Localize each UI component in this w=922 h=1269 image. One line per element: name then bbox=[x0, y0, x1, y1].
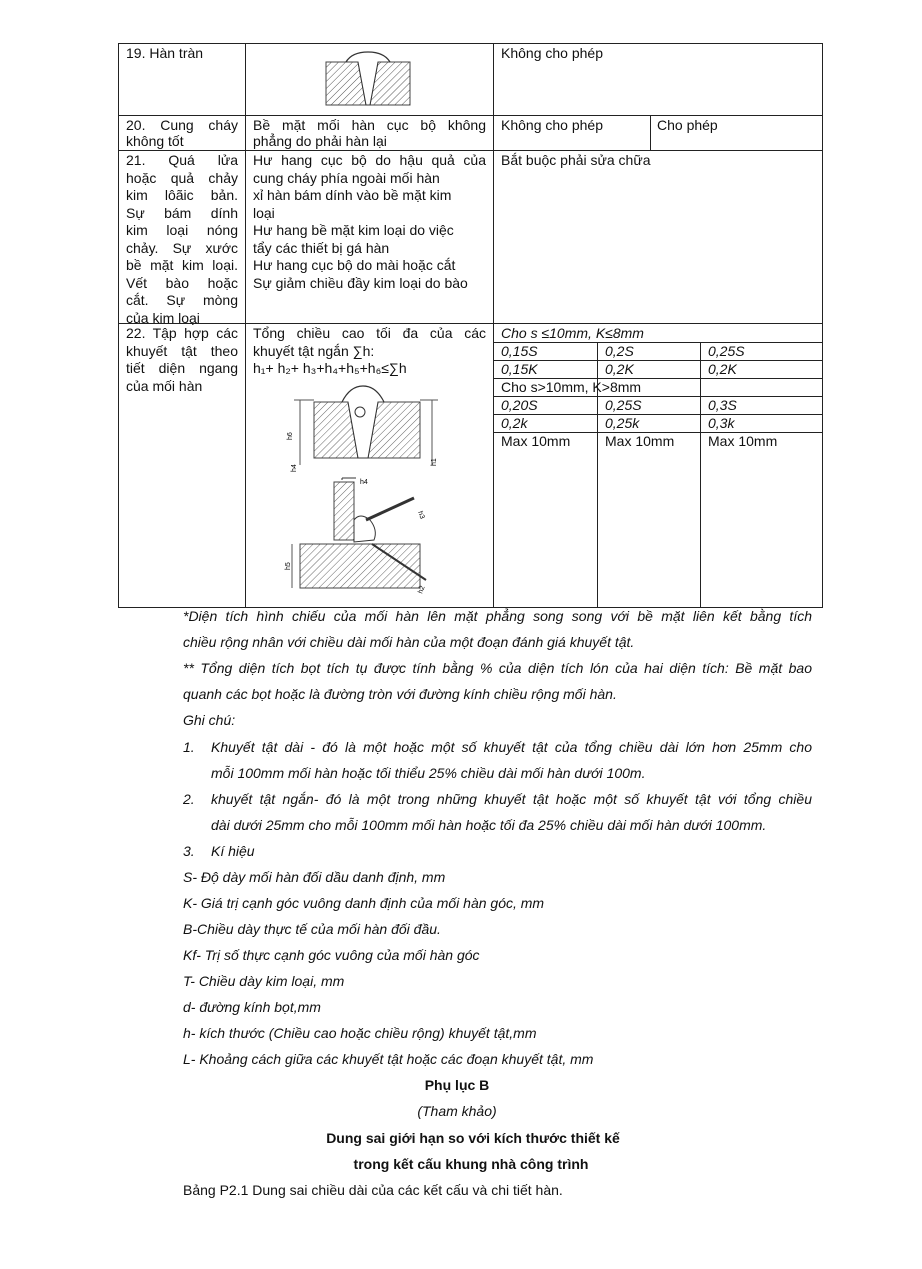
label-h1-top: h1 bbox=[431, 458, 438, 466]
row22-sep-b bbox=[493, 360, 823, 361]
label-h4: h4 bbox=[360, 479, 368, 486]
row22-label-line: khuyết tật theo bbox=[126, 342, 238, 359]
g1-r2-c1: 0,15K bbox=[501, 361, 538, 377]
label-h6: h6 bbox=[287, 432, 294, 440]
appendix-title: Phụ lục B bbox=[424, 1077, 490, 1093]
g1-r1-c3: 0,25S bbox=[708, 343, 745, 359]
row-sep-20-21 bbox=[118, 150, 823, 151]
row21-desc-line: cung cháy phía ngoài mối hàn bbox=[253, 169, 440, 186]
row21-label-line: kim lôãic bản. bbox=[126, 187, 238, 203]
row-sep-19-20 bbox=[118, 115, 823, 116]
row21-label-line: của kim loại bbox=[126, 309, 200, 326]
footnote-star2-line2: quanh các bọt hoặc là đường tròn với đường kính chiều rộng mối hàn. bbox=[183, 686, 617, 702]
row21-label-line: bề mặt kim loại. bbox=[126, 257, 238, 273]
row22-sep-e bbox=[493, 414, 823, 415]
footnote-star2-line1: ** Tổng diện tích bọt tích tụ được tính bằng % của diện tích lón của hai diện tích: Bề mặt bao bbox=[183, 660, 812, 676]
row20-desc-line1: Bề mặt mối hàn cục bộ không bbox=[253, 117, 486, 133]
item1-line1: Khuyết tật dài - đó là một hoặc một số khuyết tật của tổng chiều dài lớn hơn 25mm cho bbox=[211, 739, 812, 755]
appendix-subtitle: (Tham khảo) bbox=[417, 1103, 497, 1119]
table-divider-1 bbox=[245, 43, 246, 608]
table-border-left bbox=[118, 43, 119, 608]
label-h2: h2 bbox=[417, 584, 427, 595]
row21-desc-line: tẩy các thiết bị gá hàn bbox=[253, 239, 390, 256]
g2-r1-c3: 0,3S bbox=[708, 397, 737, 413]
row19-label: 19. Hàn tràn bbox=[126, 45, 204, 61]
item2-line1: khuyết tật ngắn- đó là một trong những khuyết tật hoặc một số khuyết tật với tổng chiều bbox=[211, 791, 812, 807]
symbol-t: T- Chiều dày kim loại, mm bbox=[183, 973, 345, 989]
row22-description bbox=[253, 325, 486, 378]
item1-number: 1. bbox=[183, 739, 195, 755]
row22-label bbox=[126, 325, 238, 395]
row21-label-line: cắt. Sự mòng bbox=[126, 292, 238, 308]
item1-line2: mỗi 100mm mối hàn hoặc tối thiểu 25% chiều dài mối hàn dưới 100m. bbox=[211, 765, 646, 781]
row22-desc-line: khuyết tật ngắn ∑h: bbox=[253, 342, 375, 359]
footnote-star1-line1: *Diện tích hình chiếu của mối hàn lên mặt phẳng song song với bề mặt liên kết bằng tích bbox=[183, 608, 812, 624]
row20-label-line1: 20. Cung cháy bbox=[126, 117, 238, 133]
row20-desc-line2: phẳng do phải hàn lại bbox=[253, 133, 387, 149]
g1-r2-c2: 0,2K bbox=[605, 361, 634, 377]
group2-header: Cho s>10mm, K>8mm bbox=[501, 379, 642, 395]
defect-cross-section-diagram bbox=[286, 380, 446, 598]
row21-label-line: kim loại nóng bbox=[126, 222, 238, 238]
group1-header: Cho s ≤10mm, K≤8mm bbox=[501, 325, 644, 341]
row22-label-line: tiết diện ngang bbox=[126, 360, 238, 376]
notes-heading: Ghi chú: bbox=[183, 712, 236, 728]
row21-desc-line: loại bbox=[253, 204, 275, 221]
row20-status-b: Cho phép bbox=[657, 117, 718, 133]
max-c3: Max 10mm bbox=[708, 433, 778, 449]
row21-description bbox=[253, 152, 486, 292]
table-border-right bbox=[822, 43, 823, 608]
row21-label-line: hoặc quả chảy bbox=[126, 169, 238, 186]
row21-label-line: Sự bám dính bbox=[126, 204, 238, 221]
g1-r2-c3: 0,2K bbox=[708, 361, 737, 377]
table-caption: Bảng P2.1 Dung sai chiều dài của các kết cấu và chi tiết hàn. bbox=[183, 1182, 563, 1198]
g2-r2-c2: 0,25k bbox=[605, 415, 640, 431]
symbol-d: d- đường kính bọt,mm bbox=[183, 999, 321, 1015]
g2-r1-c1: 0,20S bbox=[501, 397, 538, 413]
row21-label-line: chảy. Sự xước bbox=[126, 239, 238, 256]
label-h5: h5 bbox=[285, 562, 292, 570]
item2-line2: dài dưới 25mm cho mỗi 100mm mối hàn hoặc tối đa 25% chiều dài mối hàn dưới 100mm. bbox=[211, 817, 767, 833]
item3-text: Kí hiệu bbox=[211, 843, 255, 859]
item3-number: 3. bbox=[183, 843, 195, 859]
label-h3: h3 bbox=[416, 510, 426, 521]
max-c1: Max 10mm bbox=[501, 433, 571, 449]
row21-status: Bắt buộc phải sửa chữa bbox=[501, 152, 651, 168]
row22-label-line: của mối hàn bbox=[126, 377, 203, 394]
symbol-kf: Kf- Trị số thực cạnh góc vuông của mối hàn góc bbox=[183, 947, 480, 963]
symbol-h: h- kích thước (Chiều cao hoặc chiều rộng) khuyết tật,mm bbox=[183, 1025, 537, 1041]
footnote-star1-line2: chiều rộng nhân với chiều dài mối hàn của một đoạn đánh giá khuyết tật. bbox=[183, 634, 635, 650]
row22-col-divider-b bbox=[700, 342, 701, 608]
row20-status-a: Không cho phép bbox=[501, 117, 603, 133]
row22-desc-line: Tổng chiều cao tối đa của các bbox=[253, 325, 486, 341]
g2-r2-c3: 0,3k bbox=[708, 415, 735, 431]
symbol-k: K- Giá trị cạnh góc vuông danh định của mối hàn góc, mm bbox=[183, 895, 545, 911]
weld-overflow-diagram bbox=[322, 50, 414, 113]
row20-col-divider bbox=[650, 115, 651, 150]
label-h4-top: h4 bbox=[291, 464, 298, 472]
appendix-heading-2: trong kết cấu khung nhà công trình bbox=[353, 1156, 589, 1172]
table-divider-2 bbox=[493, 43, 494, 608]
g2-r1-c2: 0,25S bbox=[605, 397, 642, 413]
table-border-top bbox=[118, 43, 823, 44]
row21-desc-line: Hư hang cục bộ do mài hoặc cắt bbox=[253, 257, 456, 273]
g2-r2-c1: 0,2k bbox=[501, 415, 528, 431]
row21-desc-line: Hư hang cục bộ do hậu quả của bbox=[253, 152, 486, 168]
row21-desc-line: Hư hang bề mặt kim loại do việc bbox=[253, 222, 454, 238]
row21-label bbox=[126, 152, 238, 327]
g1-r1-c2: 0,2S bbox=[605, 343, 634, 359]
row19-status: Không cho phép bbox=[501, 45, 603, 61]
appendix-heading-1: Dung sai giới hạn so với kích thước thiết kế bbox=[326, 1130, 620, 1146]
row21-label-line: Vết bào hoặc bbox=[126, 274, 238, 291]
row21-label-line: 21. Quá lửa bbox=[126, 152, 238, 168]
symbol-b: B-Chiều dày thực tế của mối hàn đối đầu. bbox=[183, 921, 441, 937]
row21-desc-line: xỉ hàn bám dính vào bề mặt kim bbox=[253, 187, 452, 203]
row21-desc-line: Sự giảm chiều đầy kim loại do bào bbox=[253, 274, 468, 291]
row22-label-line: 22. Tập hợp các bbox=[126, 325, 238, 341]
g1-r1-c1: 0,15S bbox=[501, 343, 538, 359]
max-c2: Max 10mm bbox=[605, 433, 675, 449]
row20-label-line2: không tốt bbox=[126, 133, 184, 149]
row22-desc-line: h₁+ h₂+ h₃+h₄+h₅+h₆≤∑h bbox=[253, 360, 407, 376]
symbol-s: S- Độ dày mối hàn đối dầu danh định, mm bbox=[183, 869, 446, 885]
symbol-l: L- Khoảng cách giữa các khuyết tật hoặc các đoạn khuyết tật, mm bbox=[183, 1051, 594, 1067]
item2-number: 2. bbox=[183, 791, 195, 807]
